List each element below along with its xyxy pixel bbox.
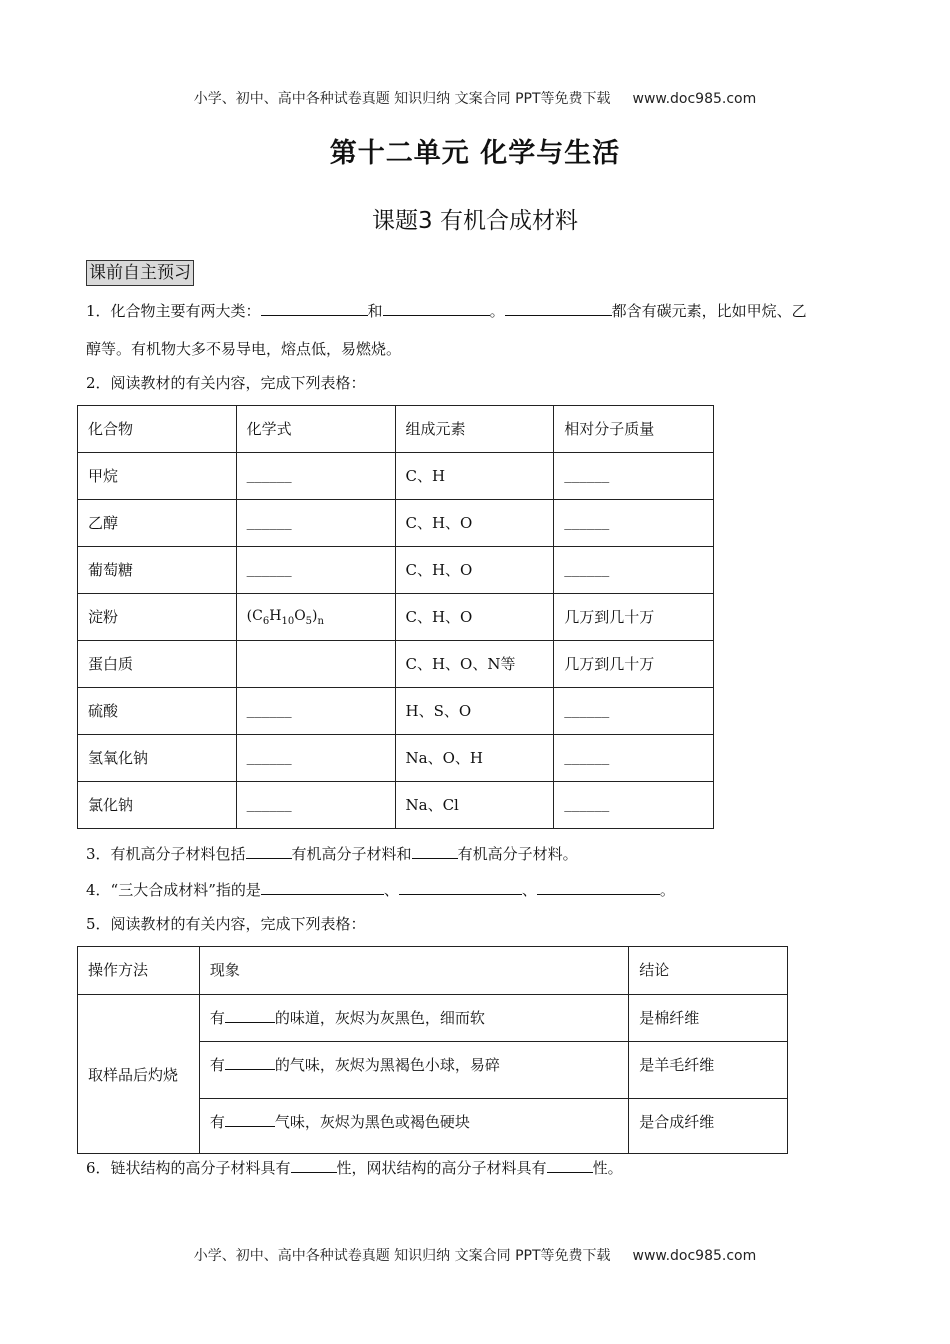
question-4: 4．“三大合成材料”指的是 、 、 。	[86, 881, 675, 899]
answer-blank[interactable]	[291, 1157, 337, 1173]
formula-blank[interactable]: ______	[236, 453, 395, 500]
mass-blank[interactable]: ______	[554, 782, 714, 829]
formula-blank[interactable]: ______	[236, 547, 395, 594]
mass-blank[interactable]: ______	[554, 500, 714, 547]
fiber-table	[77, 946, 788, 1154]
table-row	[78, 500, 714, 547]
question-5: 5．阅读教材的有关内容，完成下列表格：	[86, 915, 366, 933]
mass: 几万到几十万	[554, 594, 714, 641]
table-header: 化合物	[78, 406, 237, 453]
question-2: 2．阅读教材的有关内容，完成下列表格：	[86, 374, 366, 392]
elements: C、H	[395, 453, 554, 500]
phenomenon: 有 的气味，灰烬为黑褐色小球，易碎	[199, 1042, 628, 1099]
table-header: 操作方法	[78, 947, 200, 995]
elements: Na、Cl	[395, 782, 554, 829]
answer-blank[interactable]	[412, 843, 458, 859]
elements: C、H、O	[395, 547, 554, 594]
header-text: 小学、初中、高中各种试卷真题 知识归纳 文案合同 PPT等免费下载	[193, 91, 611, 107]
mass: 几万到几十万	[554, 641, 714, 688]
table-header: 相对分子质量	[554, 406, 714, 453]
table-row	[78, 594, 714, 641]
answer-blank[interactable]	[399, 879, 522, 895]
table-header-row	[78, 947, 788, 995]
table-header: 现象	[199, 947, 628, 995]
answer-blank[interactable]	[246, 843, 292, 859]
compound-name: 乙醇	[78, 500, 237, 547]
answer-blank[interactable]	[225, 1111, 275, 1127]
operation-method: 取样品后灼烧	[78, 995, 200, 1154]
page-header	[0, 88, 950, 108]
compound-name: 氢氧化钠	[78, 735, 237, 782]
elements: C、H、O	[395, 500, 554, 547]
formula-blank[interactable]: ______	[236, 688, 395, 735]
elements: Na、O、H	[395, 735, 554, 782]
answer-blank[interactable]	[547, 1157, 593, 1173]
answer-blank[interactable]	[261, 300, 368, 316]
page-footer	[0, 1245, 950, 1265]
compound-name: 葡萄糖	[78, 547, 237, 594]
answer-blank[interactable]	[383, 300, 490, 316]
question-1: 1．化合物主要有两大类： 和 。 都含有碳元素，比如甲烷、乙	[86, 302, 807, 320]
table-row	[78, 641, 714, 688]
compound-name: 淀粉	[78, 594, 237, 641]
compound-name: 蛋白质	[78, 641, 237, 688]
phenomenon: 有 气味，灰烬为黑色或褐色硬块	[199, 1099, 628, 1154]
mass-blank[interactable]: ______	[554, 453, 714, 500]
compound-table	[77, 405, 714, 829]
answer-blank[interactable]	[225, 1007, 275, 1023]
answer-blank[interactable]	[505, 300, 612, 316]
table-row	[78, 688, 714, 735]
footer-url[interactable]: www.doc985.com	[632, 1248, 757, 1264]
header-url[interactable]: www.doc985.com	[632, 91, 757, 107]
conclusion: 是棉纤维	[629, 995, 788, 1042]
formula-blank[interactable]: ______	[236, 782, 395, 829]
elements: H、S、O	[395, 688, 554, 735]
mass-blank[interactable]: ______	[554, 547, 714, 594]
table-header: 化学式	[236, 406, 395, 453]
question-6: 6．链状结构的高分子材料具有 性，网状结构的高分子材料具有 性。	[86, 1159, 623, 1177]
compound-name: 氯化钠	[78, 782, 237, 829]
conclusion: 是羊毛纤维	[629, 1042, 788, 1099]
answer-blank[interactable]	[225, 1054, 275, 1070]
table-row	[78, 735, 714, 782]
unit-title: 第十二单元 化学与生活	[329, 138, 621, 169]
table-row	[78, 782, 714, 829]
question-1-line-2: 醇等。有机物大多不易导电，熔点低，易燃烧。	[86, 340, 402, 358]
table-header-row	[78, 406, 714, 453]
table-row	[78, 995, 788, 1042]
section-label: 课前自主预习	[86, 260, 194, 286]
answer-blank[interactable]	[261, 879, 384, 895]
elements: C、H、O、N等	[395, 641, 554, 688]
table-row	[78, 547, 714, 594]
answer-blank[interactable]	[537, 879, 660, 895]
conclusion: 是合成纤维	[629, 1099, 788, 1154]
phenomenon: 有 的味道，灰烬为灰黑色，细而软	[199, 995, 628, 1042]
footer-text: 小学、初中、高中各种试卷真题 知识归纳 文案合同 PPT等免费下载	[193, 1248, 611, 1264]
table-header: 结论	[629, 947, 788, 995]
formula-cell	[236, 641, 395, 688]
question-3: 3．有机高分子材料包括 有机高分子材料和 有机高分子材料。	[86, 845, 578, 863]
mass-blank[interactable]: ______	[554, 688, 714, 735]
elements: C、H、O	[395, 594, 554, 641]
formula-blank[interactable]: ______	[236, 500, 395, 547]
compound-name: 硫酸	[78, 688, 237, 735]
compound-name: 甲烷	[78, 453, 237, 500]
starch-formula: $(C_6H_{10}O_5)_n$	[236, 594, 395, 641]
lesson-title: 课题3 有机合成材料	[372, 208, 578, 234]
table-header: 组成元素	[395, 406, 554, 453]
mass-blank[interactable]: ______	[554, 735, 714, 782]
formula-blank[interactable]: ______	[236, 735, 395, 782]
table-row	[78, 453, 714, 500]
